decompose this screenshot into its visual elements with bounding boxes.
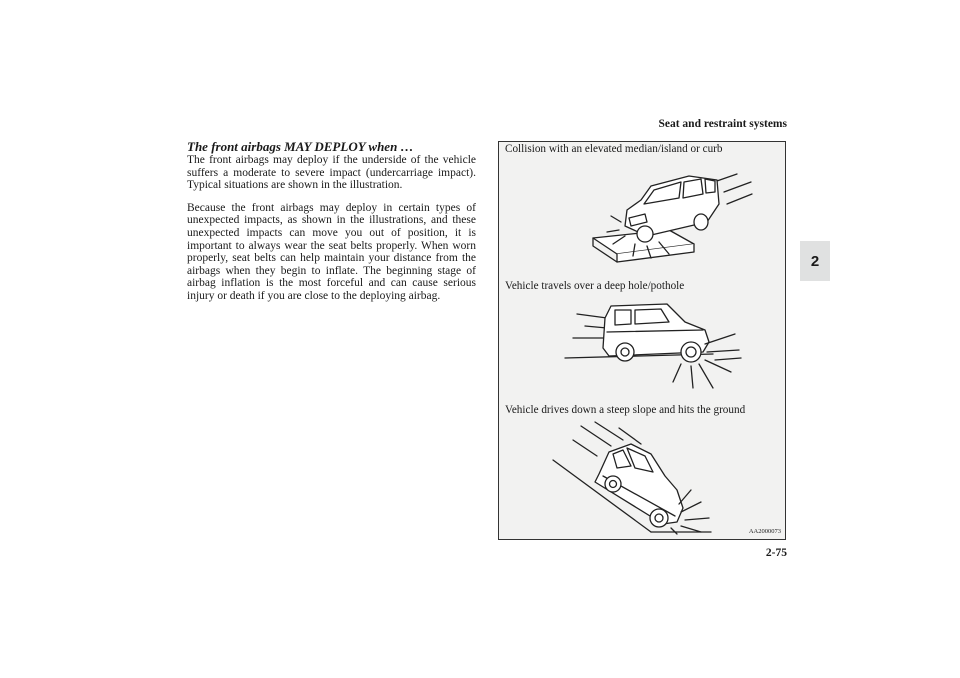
page-number: 2-75	[765, 547, 787, 559]
main-text-column	[187, 140, 476, 313]
caption-curb: Collision with an elevated median/island or curb	[505, 143, 723, 155]
car-over-pothole-illustration	[563, 300, 753, 395]
caption-pothole: Vehicle travels over a deep hole/pothole	[505, 280, 685, 292]
paragraph-2: Because the front airbags may deploy in certain types of unexpected impacts, as shown in the illustrations, and these unexpected impacts can move you out of position, it is important to always wear the seat belts properly. When worn properly, seat belts can help maintain your distance from the airbags when they begin to inflate. The beginning stage of airbag inflation is the most forceful and can cause serious injury or death if you are close to the deploying airbag.	[187, 201, 476, 302]
car-down-slope-illustration	[551, 420, 731, 535]
chapter-tab[interactable]	[800, 241, 830, 281]
illustration-figure	[498, 141, 786, 540]
car-hitting-curb-illustration	[589, 170, 759, 270]
header-title: Seat and restraint systems	[658, 118, 787, 130]
illustration-code: AA2000073	[748, 528, 781, 535]
caption-slope: Vehicle drives down a steep slope and hits the ground	[505, 404, 746, 416]
chapter-number: 2	[810, 252, 820, 270]
section-heading: The front airbags MAY DEPLOY when …	[187, 139, 414, 154]
paragraph-1: The front airbags may deploy if the underside of the vehicle suffers a moderate to severe impact (undercarriage impact). Typical situations are shown in the illustration.	[187, 154, 476, 192]
